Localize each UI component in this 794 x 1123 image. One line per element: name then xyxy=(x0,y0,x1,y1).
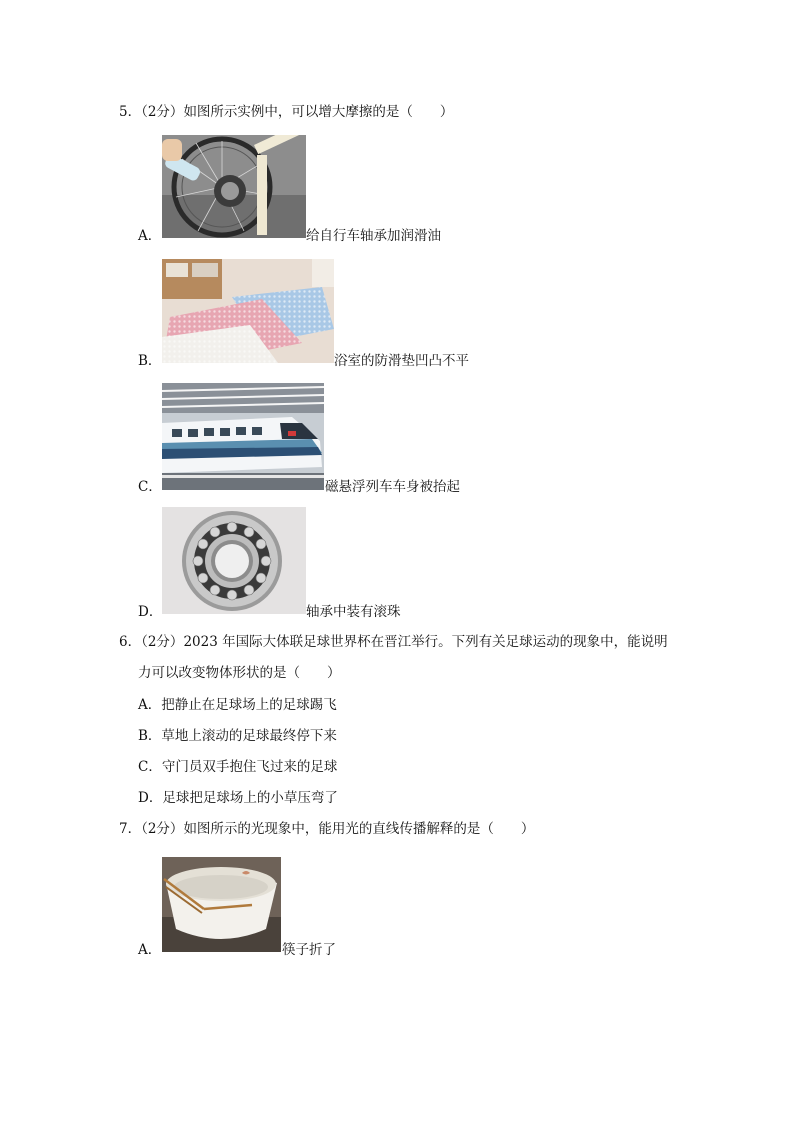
question-number: 6 xyxy=(119,634,128,650)
option-5d-letter: D． xyxy=(138,604,163,620)
question-points: （2分） xyxy=(141,634,184,650)
option-5a-letter: A． xyxy=(138,228,162,244)
option-text: 足球把足球场上的小草压弯了 xyxy=(162,790,338,806)
question-number: 7 xyxy=(119,821,128,837)
ball-bearing-photo xyxy=(162,507,306,614)
option-5a-caption: 给自行车轴承加润滑油 xyxy=(306,228,441,244)
option-6d xyxy=(138,789,338,807)
question-number: 5 xyxy=(119,104,128,120)
option-6b xyxy=(138,727,337,745)
question-text: 2023 年国际大体联足球世界杯在晋江举行。下列有关足球运动的现象中，能说明 xyxy=(183,634,668,650)
bath-mat-photo xyxy=(162,259,334,363)
option-6a xyxy=(138,696,337,714)
question-7-stem: 7．（2分）如图所示的光现象中，能用光的直线传播解释的是（ ） xyxy=(119,821,535,837)
option-5c-letter: C． xyxy=(138,479,162,495)
option-text: 守门员双手抱住飞过来的足球 xyxy=(161,759,338,775)
option-letter: C． xyxy=(138,759,162,775)
option-5b-letter: B． xyxy=(138,353,162,369)
question-points: （2分） xyxy=(141,104,184,120)
bicycle-oiling-photo xyxy=(162,135,306,238)
option-6c xyxy=(138,758,337,776)
option-letter: A． xyxy=(138,697,162,713)
option-letter: B． xyxy=(138,728,162,744)
option-5b-caption: 浴室的防滑垫凹凸不平 xyxy=(334,353,469,369)
option-5c-caption: 磁悬浮列车车身被抬起 xyxy=(325,479,460,495)
option-5d-caption: 轴承中装有滚珠 xyxy=(306,604,401,620)
option-text: 把静止在足球场上的足球踢飞 xyxy=(161,697,337,713)
question-points: （2分） xyxy=(141,821,184,837)
question-text: 如图所示实例中，可以增大摩擦的是（ ） xyxy=(183,104,454,120)
maglev-train-photo xyxy=(162,383,324,490)
option-letter: D． xyxy=(138,790,163,806)
chopsticks-bowl-photo xyxy=(162,857,281,952)
question-5-stem: 5．（2分）如图所示实例中，可以增大摩擦的是（ ） xyxy=(119,104,454,120)
question-text: 如图所示的光现象中，能用光的直线传播解释的是（ ） xyxy=(183,821,535,837)
question-6-stem-continued: 力可以改变物体形状的是（ ） xyxy=(138,665,341,681)
option-7a-caption: 筷子折了 xyxy=(282,942,336,958)
option-7a-letter: A． xyxy=(138,942,162,958)
option-text: 草地上滚动的足球最终停下来 xyxy=(161,728,337,744)
question-6-stem: 6．（2分）2023 年国际大体联足球世界杯在晋江举行。下列有关足球运动的现象中，能说明 xyxy=(119,634,668,650)
